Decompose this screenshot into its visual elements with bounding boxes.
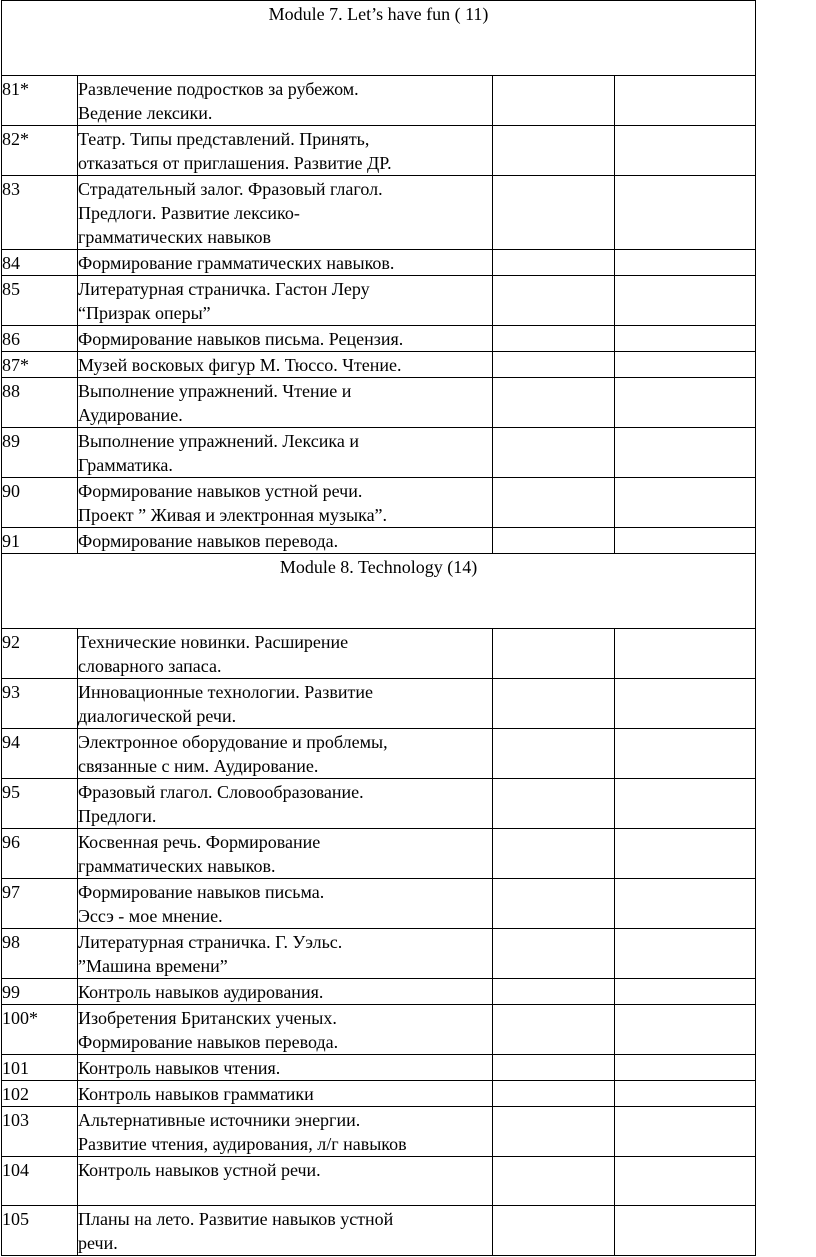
lesson-topic: Изобретения Британских ученых. Формирование навыков перевода. [78, 1005, 493, 1055]
lesson-topic: Формирование навыков письма. Рецензия. [78, 326, 493, 352]
date-plan-cell [493, 326, 615, 352]
lesson-number: 87* [2, 352, 78, 378]
lesson-topic: Инновационные технологии. Развитие диалогической речи. [78, 679, 493, 729]
lesson-number: 105 [2, 1206, 78, 1256]
date-fact-cell [615, 1107, 756, 1157]
table-row [2, 1055, 756, 1081]
date-plan-cell [493, 729, 615, 779]
lesson-topic: Литературная страничка. Г. Уэльс. ”Машина времени” [78, 929, 493, 979]
lesson-number: 94 [2, 729, 78, 779]
table-row [2, 76, 756, 126]
date-fact-cell [615, 729, 756, 779]
lesson-topic: Контроль навыков чтения. [78, 1055, 493, 1081]
table-row [2, 629, 756, 679]
date-fact-cell [615, 76, 756, 126]
table-row [2, 250, 756, 276]
table-row [2, 729, 756, 779]
lesson-number: 103 [2, 1107, 78, 1157]
lesson-topic: Театр. Типы представлений. Принять, отказаться от приглашения. Развитие ДР. [78, 126, 493, 176]
date-fact-cell [615, 528, 756, 554]
date-plan-cell [493, 1055, 615, 1081]
date-fact-cell [615, 326, 756, 352]
lesson-number: 84 [2, 250, 78, 276]
date-fact-cell [615, 276, 756, 326]
date-fact-cell [615, 629, 756, 679]
lesson-number: 96 [2, 829, 78, 879]
date-fact-cell [615, 1081, 756, 1107]
lesson-topic: Электронное оборудование и проблемы, связанные с ним. Аудирование. [78, 729, 493, 779]
table-row [2, 929, 756, 979]
table-row [2, 1107, 756, 1157]
table-row [2, 378, 756, 428]
lesson-topic: Литературная страничка. Гастон Леру “Призрак оперы” [78, 276, 493, 326]
lesson-topic: Контроль навыков грамматики [78, 1081, 493, 1107]
lesson-topic: Косвенная речь. Формирование грамматических навыков. [78, 829, 493, 879]
lesson-number: 99 [2, 979, 78, 1005]
date-plan-cell [493, 378, 615, 428]
lesson-number: 101 [2, 1055, 78, 1081]
date-plan-cell [493, 1206, 615, 1256]
date-plan-cell [493, 629, 615, 679]
table-row [2, 428, 756, 478]
lesson-plan-table [1, 0, 756, 1256]
lesson-topic: Формирование навыков перевода. [78, 528, 493, 554]
lesson-number: 88 [2, 378, 78, 428]
date-plan-cell [493, 352, 615, 378]
lesson-number: 104 [2, 1157, 78, 1206]
table-row [2, 176, 756, 250]
date-fact-cell [615, 879, 756, 929]
module-header-row [2, 554, 756, 629]
date-fact-cell [615, 679, 756, 729]
lesson-topic: Выполнение упражнений. Чтение и Аудирование. [78, 378, 493, 428]
date-fact-cell [615, 929, 756, 979]
lesson-topic: Формирование навыков устной речи. Проект ” Живая и электронная музыка”. [78, 478, 493, 528]
date-fact-cell [615, 126, 756, 176]
date-fact-cell [615, 378, 756, 428]
table-row [2, 1005, 756, 1055]
date-plan-cell [493, 428, 615, 478]
table-row [2, 276, 756, 326]
date-fact-cell [615, 829, 756, 879]
lesson-topic: Музей восковых фигур М. Тюссо. Чтение. [78, 352, 493, 378]
date-plan-cell [493, 979, 615, 1005]
lesson-number: 90 [2, 478, 78, 528]
lesson-topic: Фразовый глагол. Словообразование. Предлоги. [78, 779, 493, 829]
date-fact-cell [615, 428, 756, 478]
date-plan-cell [493, 176, 615, 250]
lesson-number: 86 [2, 326, 78, 352]
table-row [2, 326, 756, 352]
date-fact-cell [615, 1157, 756, 1206]
date-fact-cell [615, 352, 756, 378]
date-plan-cell [493, 250, 615, 276]
table-row [2, 879, 756, 929]
lesson-topic: Формирование навыков письма. Эссэ - мое мнение. [78, 879, 493, 929]
lesson-topic: Планы на лето. Развитие навыков устной речи. [78, 1206, 493, 1256]
date-fact-cell [615, 979, 756, 1005]
lesson-topic: Альтернативные источники энергии. Развитие чтения, аудирования, л/г навыков [78, 1107, 493, 1157]
date-plan-cell [493, 1005, 615, 1055]
lesson-number: 91 [2, 528, 78, 554]
table-row [2, 779, 756, 829]
module-title: Module 8. Technology (14) [2, 554, 756, 629]
lesson-topic: Технические новинки. Расширение словарного запаса. [78, 629, 493, 679]
lesson-number: 93 [2, 679, 78, 729]
date-plan-cell [493, 1107, 615, 1157]
date-plan-cell [493, 929, 615, 979]
lesson-topic: Формирование грамматических навыков. [78, 250, 493, 276]
table-row [2, 1157, 756, 1206]
lesson-topic: Развлечение подростков за рубежом. Ведение лексики. [78, 76, 493, 126]
date-plan-cell [493, 276, 615, 326]
date-plan-cell [493, 1081, 615, 1107]
date-plan-cell [493, 879, 615, 929]
date-fact-cell [615, 1206, 756, 1256]
lesson-number: 100* [2, 1005, 78, 1055]
lesson-topic: Контроль навыков устной речи. [78, 1157, 493, 1206]
lesson-topic: Контроль навыков аудирования. [78, 979, 493, 1005]
lesson-number: 83 [2, 176, 78, 250]
date-plan-cell [493, 478, 615, 528]
table-row [2, 528, 756, 554]
date-fact-cell [615, 1055, 756, 1081]
date-plan-cell [493, 1157, 615, 1206]
date-plan-cell [493, 779, 615, 829]
table-row [2, 352, 756, 378]
date-fact-cell [615, 478, 756, 528]
lesson-number: 95 [2, 779, 78, 829]
date-plan-cell [493, 126, 615, 176]
date-fact-cell [615, 779, 756, 829]
table-row [2, 1206, 756, 1256]
lesson-number: 102 [2, 1081, 78, 1107]
lesson-number: 92 [2, 629, 78, 679]
date-fact-cell [615, 176, 756, 250]
date-plan-cell [493, 76, 615, 126]
table-row [2, 829, 756, 879]
lesson-number: 98 [2, 929, 78, 979]
table-row [2, 478, 756, 528]
lesson-number: 89 [2, 428, 78, 478]
lesson-number: 85 [2, 276, 78, 326]
date-plan-cell [493, 528, 615, 554]
date-plan-cell [493, 829, 615, 879]
lesson-number: 97 [2, 879, 78, 929]
module-title: Module 7. Let’s have fun ( 11) [2, 1, 756, 76]
lesson-topic: Страдательный залог. Фразовый глагол. Предлоги. Развитие лексико- грамматических навыков [78, 176, 493, 250]
date-fact-cell [615, 1005, 756, 1055]
lesson-topic: Выполнение упражнений. Лексика и Грамматика. [78, 428, 493, 478]
module-header-row [2, 1, 756, 76]
lesson-number: 81* [2, 76, 78, 126]
date-fact-cell [615, 250, 756, 276]
lesson-number: 82* [2, 126, 78, 176]
table-row [2, 126, 756, 176]
table-row [2, 1081, 756, 1107]
table-row [2, 679, 756, 729]
table-row [2, 979, 756, 1005]
date-plan-cell [493, 679, 615, 729]
